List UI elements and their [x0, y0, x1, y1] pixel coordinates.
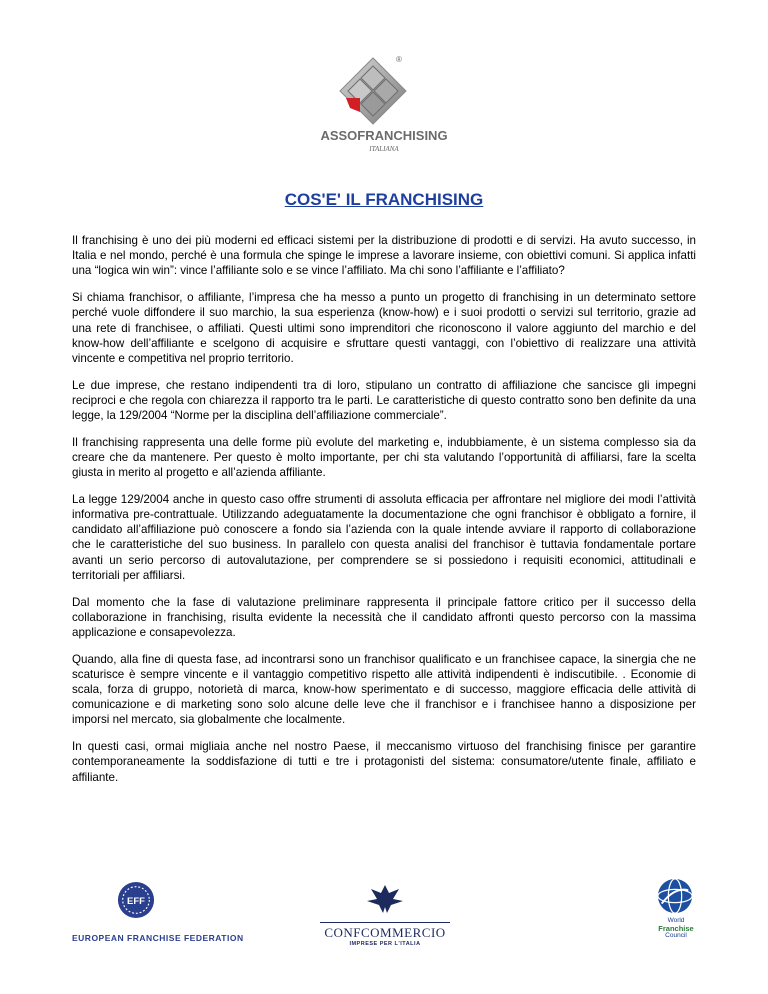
- page-title: COS'E' IL FRANCHISING: [284, 190, 484, 209]
- confcommercio-logo: [320, 877, 450, 947]
- body-text: [72, 233, 696, 796]
- eff-stars-icon: [117, 881, 155, 919]
- eff-logo: [72, 875, 244, 943]
- logo-franchising: FRANCHISING: [357, 128, 448, 143]
- assofranchising-logo-icon: [338, 56, 408, 126]
- confcommercio-name: CONFCOMMERCIO: [320, 922, 450, 941]
- wfc-council: Council: [665, 932, 687, 939]
- paragraph: Dal momento che la fase di valutazione preliminare rappresenta il principale fattore critico per il successo della collaborazione in franchising, risulta evidente la necessità che il candidato affronti questo percorso con la massima applicazione e consapevolezza.: [72, 595, 696, 639]
- wfc-franchise: Franchise: [658, 923, 694, 933]
- paragraph: Quando, alla fine di questa fase, ad incontrarsi sono un franchisor qualificato e un franchisee capace, la sinergia che ne scaturisce è sempre vincente e il vantaggio competitivo rispetto alle attività indipendenti è indiscutibile. . Economie di scala, forza di gruppo, notorietà di marca, know-how sperimentato e di successo, maggiore efficacia delle attività di comunicazione e di marketing sono solo alcune delle leve che il franchisor e i franchisee hanno a disposizione per imporsi nel mercato, sia globalmente che localmente.: [72, 652, 696, 727]
- wfc-world: World: [667, 917, 685, 924]
- wfc-name: [652, 917, 700, 940]
- wfc-logo: [652, 875, 700, 945]
- footer: [0, 875, 768, 945]
- registered-mark: ®: [396, 55, 402, 64]
- header: [0, 48, 768, 158]
- eagle-icon: [365, 883, 405, 915]
- paragraph: La legge 129/2004 anche in questo caso offre strumenti di assoluta efficacia per affrontare nel migliore dei modi l’attività informativa pre-contrattuale. Utilizzando adeguatamente la documentazione che ogni franchisor è obbligato a fornire, il candidato all’affiliazione può conoscere a fondo sia l’azienda con la quale intende avviare il rapporto di collaborazione che le caratteristiche del suo business. In parallelo con questa analisi del franchisor è tuttavia fondamentale portare avanti un serio percorso di autovalutazione, per comprendere se si possiedono i requisiti economici, attitudinali e territoriali per affiliarsi.: [72, 492, 696, 582]
- paragraph: Il franchising è uno dei più moderni ed efficaci sistemi per la distribuzione di prodotti e di servizi. Ha avuto successo, in Italia e nel mondo, perché è una formula che spinge le imprese a lavorare insieme, con obiettivi comuni. Si applica infatti una “logica win win”: vince l’affiliante solo e se vince l’affiliato. Ma chi sono l’affiliante e l’affiliato?: [72, 234, 696, 278]
- logo-subtitle: ITALIANA: [369, 145, 399, 153]
- paragraph: Le due imprese, che restano indipendenti tra di loro, stipulano un contratto di affiliazione che sancisce gli impegni reciproci e che regola con chiarezza il rapporto tra le parti. Le caratteristiche di questo contratto sono ben definite da una legge, la 129/2004 “Norme per la disciplina dell’affiliazione commerciale”.: [72, 378, 696, 423]
- confcommercio-tagline: IMPRESE PER L'ITALIA: [349, 941, 421, 947]
- eff-circle-label: EFF: [127, 895, 145, 907]
- paragraph: In questi casi, ormai migliaia anche nel nostro Paese, il meccanismo virtuoso del franchising finisce per garantire contemporaneamente la soddisfazione di tutti e tre i protagonisti del sistema: consumatore/utente finale, affiliato e affiliante.: [72, 740, 696, 784]
- eff-name: EUROPEAN FRANCHISE FEDERATION: [72, 933, 244, 943]
- logo-wordmark: [0, 128, 768, 143]
- logo-asso: ASSO: [320, 128, 358, 143]
- paragraph: Si chiama franchisor, o affiliante, l’impresa che ha messo a punto un progetto di franchising in un determinato settore perché vuole diffondere il suo marchio, la sua esperienza (know-how) e i suoi prodotti o servizi sul territorio, grazie ad una rete di franchisee, o affiliati. Questi ultimi sono imprenditori che riconoscono il valore aggiunto del marchio e del know-how dell’affiliante e scelgono di acquisire e sfruttare questi vantaggi, con l’obiettivo di realizzare una attività vincente e competitiva nel proprio territorio.: [72, 291, 696, 365]
- paragraph: Il franchising rappresenta una delle forme più evolute del marketing e, indubbiamente, è un sistema complesso sia da creare che da mantenere. Per questo è molto importante, per chi sta valutando l’opportunità di affiliarsi, fare la scelta giusta in merito al progetto e all’azienda affiliante.: [72, 435, 696, 480]
- globe-icon: [656, 877, 694, 915]
